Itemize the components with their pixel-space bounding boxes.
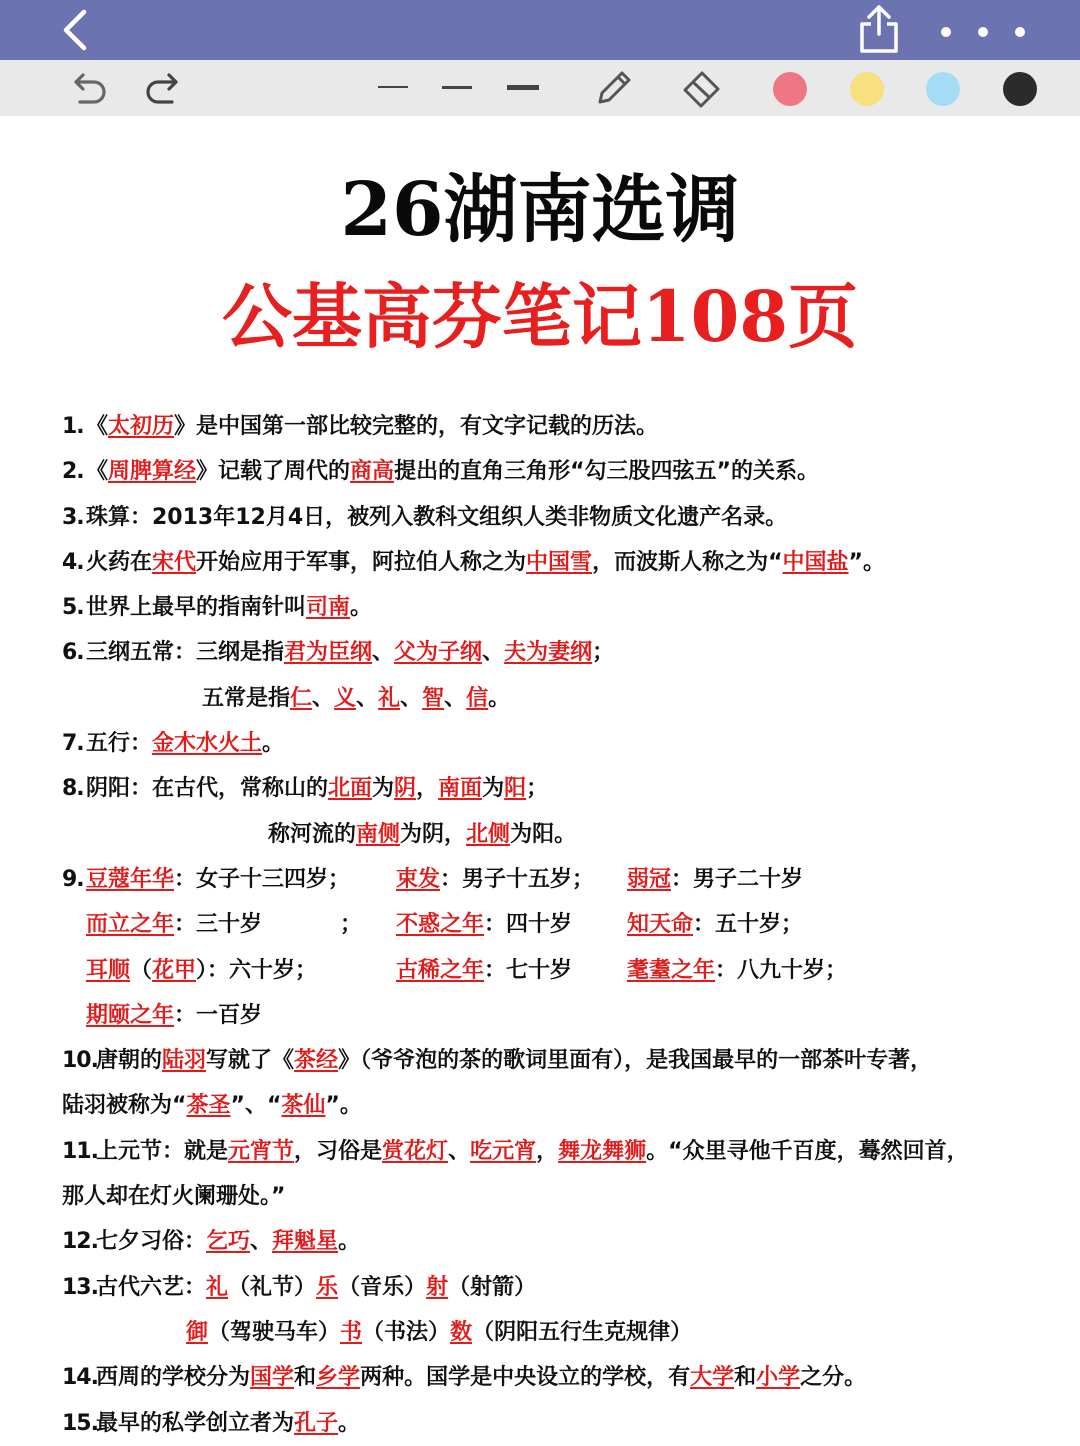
note-text: 古代六艺： xyxy=(96,1274,207,1300)
note-text: 、 xyxy=(312,685,335,711)
note-text: （书法） xyxy=(362,1319,451,1345)
note-text: 五行： xyxy=(86,731,153,757)
age-term xyxy=(627,902,803,947)
note-highlight: 司南 xyxy=(306,595,351,621)
note-text: 。 xyxy=(488,685,511,711)
note-number: 12. xyxy=(62,1229,98,1255)
note-number: 7. xyxy=(62,731,84,757)
note-text: ； xyxy=(592,640,615,666)
note-text: （音乐） xyxy=(338,1274,427,1300)
note-highlight: 阳 xyxy=(504,776,527,802)
note-text: ：五十岁； xyxy=(693,912,804,938)
note-highlight: 智 xyxy=(422,685,445,711)
note-text: 、 xyxy=(372,640,395,666)
note-highlight: 信 xyxy=(466,685,489,711)
note-text: 称河流的 xyxy=(268,821,357,847)
document-header xyxy=(0,158,1080,372)
note-9-row-1 xyxy=(62,857,1052,902)
age-term xyxy=(86,993,262,1038)
note-8 xyxy=(62,766,1052,811)
note-text: ：七十岁 xyxy=(484,957,573,983)
top-bar xyxy=(0,0,1080,60)
note-highlight: 御 xyxy=(186,1319,209,1345)
note-text: 为 xyxy=(372,776,395,802)
note-text: ：男子二十岁 xyxy=(671,866,804,892)
note-highlight: 孔子 xyxy=(294,1410,339,1436)
note-text: 《 xyxy=(86,459,109,485)
note-number: 13. xyxy=(62,1274,98,1300)
note-highlight: 仁 xyxy=(290,685,313,711)
note-highlight: 吃元宵 xyxy=(470,1138,537,1164)
redo-icon xyxy=(142,68,186,108)
chevron-left-icon xyxy=(52,6,100,54)
annotation-toolbar xyxy=(0,60,1080,116)
note-text: 提出的直角三角形“勾三股四弦五”的关系。 xyxy=(394,459,819,485)
note-10-continued xyxy=(62,1083,1052,1128)
note-text: ：男子十五岁； xyxy=(440,866,595,892)
note-9-row-2 xyxy=(62,902,1052,947)
note-highlight: 小学 xyxy=(756,1365,801,1391)
thin-line-tool[interactable] xyxy=(378,86,408,88)
note-number: 11. xyxy=(62,1138,98,1164)
back-button[interactable] xyxy=(52,6,100,54)
note-text: 火药在 xyxy=(86,549,153,575)
note-highlight: 豆蔻年华 xyxy=(86,866,175,892)
note-15 xyxy=(62,1401,1052,1446)
note-text: ，而波斯人称之为“ xyxy=(592,549,783,575)
note-highlight: 拜魁星 xyxy=(272,1229,339,1255)
age-term xyxy=(627,857,803,902)
note-text: 《 xyxy=(86,414,109,439)
note-highlight: 周脾算经 xyxy=(108,459,197,485)
note-highlight: 数 xyxy=(450,1319,473,1345)
note-highlight: 礼 xyxy=(206,1274,229,1300)
note-text: （ xyxy=(130,957,153,983)
note-text: 两种。国学是中央设立的学校，有 xyxy=(360,1365,691,1391)
age-term xyxy=(86,902,262,947)
age-term xyxy=(86,948,317,993)
note-highlight: 射 xyxy=(426,1274,449,1300)
note-highlight: 大学 xyxy=(690,1365,735,1391)
note-8-continued xyxy=(62,812,1052,857)
document-title: 26湖南选调 xyxy=(340,167,740,253)
note-highlight: 太初历 xyxy=(108,414,175,439)
note-highlight: 夫为妻纲 xyxy=(504,640,593,666)
note-text: 、 xyxy=(448,1138,471,1164)
note-highlight: 元宵节 xyxy=(228,1138,295,1164)
color-swatch-black[interactable] xyxy=(1003,72,1037,106)
note-text: （礼节） xyxy=(228,1274,317,1300)
note-text: 为 xyxy=(482,776,505,802)
note-text: 、 xyxy=(444,685,467,711)
note-highlight: 期颐之年 xyxy=(86,1002,175,1028)
note-highlight: 束发 xyxy=(396,866,441,892)
note-text: ：三十岁 xyxy=(174,912,263,938)
note-text: 开始应用于军事，阿拉伯人称之为 xyxy=(196,549,527,575)
note-text: 五常是指 xyxy=(202,685,291,711)
note-text: ， xyxy=(536,1138,559,1164)
thick-line-tool[interactable] xyxy=(507,85,539,90)
note-highlight: 乡学 xyxy=(316,1365,361,1391)
note-highlight: 宋代 xyxy=(152,549,197,575)
note-text: 之分。 xyxy=(800,1365,867,1391)
note-number: 6. xyxy=(62,640,84,666)
note-text: 上元节：就是 xyxy=(96,1138,229,1164)
more-dots-icon xyxy=(936,18,1030,46)
note-6-continued xyxy=(62,676,1052,721)
note-text: （射箭） xyxy=(448,1274,537,1300)
note-highlight: 国学 xyxy=(250,1365,295,1391)
note-highlight: 不惑之年 xyxy=(396,912,485,938)
eraser-icon xyxy=(680,68,724,108)
note-7 xyxy=(62,721,1052,766)
note-text: 和 xyxy=(294,1365,317,1391)
note-text: 》记载了周代的 xyxy=(196,459,351,485)
note-highlight: 南侧 xyxy=(356,821,401,847)
note-highlight: 耄耋之年 xyxy=(627,957,716,983)
note-number: 10. xyxy=(62,1048,98,1074)
note-highlight: 知天命 xyxy=(627,912,694,938)
color-swatch-yellow[interactable] xyxy=(850,72,884,106)
note-number: 9. xyxy=(62,866,84,892)
note-text: 三纲五常：三纲是指 xyxy=(86,640,285,666)
note-highlight: 陆羽 xyxy=(162,1048,207,1074)
note-text: 。 xyxy=(338,1229,361,1255)
note-text: 》（爷爷泡的茶的歌词里面有），是我国最早的一部茶叶专著， xyxy=(338,1048,933,1074)
note-9-row-3 xyxy=(62,948,1052,993)
note-text: ”。 xyxy=(848,549,886,575)
note-11-continued xyxy=(62,1174,1052,1219)
age-term xyxy=(396,902,572,947)
note-number: 2. xyxy=(62,459,84,485)
note-text: 。 xyxy=(262,731,285,757)
note-number: 14. xyxy=(62,1365,98,1391)
note-text: 阴阳：在古代，常称山的 xyxy=(86,776,329,802)
note-10 xyxy=(62,1038,1052,1083)
note-text: 、 xyxy=(482,640,505,666)
redo-button[interactable] xyxy=(142,68,186,108)
note-number: 15. xyxy=(62,1410,98,1436)
note-3 xyxy=(62,495,1052,540)
more-button[interactable] xyxy=(936,18,1030,46)
color-swatch-blue[interactable] xyxy=(926,72,960,106)
age-term xyxy=(617,948,847,993)
note-highlight: 中国盐 xyxy=(782,549,849,575)
note-highlight: 茶圣 xyxy=(186,1093,231,1119)
note-number: 5. xyxy=(62,595,84,621)
note-text: 为阳。 xyxy=(510,821,577,847)
note-text: 》是中国第一部比较完整的，有文字记载的历法。 xyxy=(174,414,659,439)
note-highlight: 赏花灯 xyxy=(382,1138,449,1164)
note-highlight: 耳顺 xyxy=(86,957,131,983)
note-text: 。 xyxy=(350,595,373,621)
note-text: ：八九十岁； xyxy=(715,957,848,983)
note-text: ：女子十三四岁； xyxy=(174,866,351,892)
note-text: ， xyxy=(416,776,439,802)
note-highlight: 舞龙舞狮 xyxy=(558,1138,647,1164)
note-highlight: 商高 xyxy=(350,459,395,485)
notes-list xyxy=(62,404,1052,1446)
note-highlight: 花甲 xyxy=(152,957,197,983)
pen-tool[interactable] xyxy=(592,68,636,108)
note-text: 世界上最早的指南针叫 xyxy=(86,595,307,621)
note-text: 最早的私学创立者为 xyxy=(96,1410,295,1436)
note-6 xyxy=(62,630,1052,675)
undo-icon xyxy=(66,68,110,108)
note-text: 、 xyxy=(400,685,423,711)
note-text: 。 xyxy=(338,1410,361,1436)
note-highlight: 弱冠 xyxy=(627,866,672,892)
note-highlight: 中国雪 xyxy=(526,549,593,575)
note-text: （阴阳五行生克规律） xyxy=(472,1319,693,1345)
note-highlight: 而立之年 xyxy=(86,912,175,938)
note-2 xyxy=(62,449,1052,494)
note-text: 、 xyxy=(356,685,379,711)
age-term xyxy=(396,857,594,902)
note-highlight: 金木水火土 xyxy=(152,731,263,757)
note-highlight: 古稀之年 xyxy=(396,957,485,983)
pen-icon xyxy=(592,68,636,108)
undo-button[interactable] xyxy=(66,68,110,108)
note-text: ”。 xyxy=(325,1093,362,1119)
share-button[interactable] xyxy=(856,4,902,56)
note-text: 陆羽被称为“ xyxy=(62,1093,187,1119)
note-highlight: 乞巧 xyxy=(206,1229,251,1255)
note-text: ）：六十岁； xyxy=(196,957,318,983)
medium-line-tool[interactable] xyxy=(442,86,472,89)
note-9-row-4 xyxy=(62,993,1052,1038)
note-text: ； xyxy=(526,776,549,802)
note-highlight: 北侧 xyxy=(466,821,511,847)
note-13 xyxy=(62,1265,1052,1310)
note-text: ：一百岁 xyxy=(174,1002,263,1028)
note-number: 1. xyxy=(62,414,84,439)
note-highlight: 书 xyxy=(340,1319,363,1345)
note-text: ，习俗是 xyxy=(294,1138,383,1164)
note-text: ”、“ xyxy=(230,1093,282,1119)
note-11 xyxy=(62,1129,1052,1174)
note-text: 七夕习俗： xyxy=(96,1229,207,1255)
note-highlight: 礼 xyxy=(378,685,401,711)
note-14 xyxy=(62,1355,1052,1400)
note-text: 写就了《 xyxy=(206,1048,295,1074)
note-highlight: 君为臣纲 xyxy=(284,640,373,666)
note-highlight: 茶经 xyxy=(294,1048,339,1074)
note-text: 、 xyxy=(250,1229,273,1255)
share-icon xyxy=(856,4,902,56)
note-text: 唐朝的 xyxy=(96,1048,163,1074)
note-highlight: 北面 xyxy=(328,776,373,802)
note-highlight: 茶仙 xyxy=(281,1093,326,1119)
note-highlight: 阴 xyxy=(394,776,417,802)
note-number: 4. xyxy=(62,549,84,575)
note-text: ：四十岁 xyxy=(484,912,573,938)
note-13-continued xyxy=(62,1310,1052,1355)
note-text: （驾驶马车） xyxy=(208,1319,341,1345)
age-term xyxy=(396,948,572,993)
note-text: 珠算：2013年12月4日，被列入教科文组织人类非物质文化遗产名录。 xyxy=(86,504,788,530)
note-text: 和 xyxy=(734,1365,757,1391)
note-text: 那人却在灯火阑珊处。” xyxy=(62,1184,286,1210)
note-highlight: 义 xyxy=(334,685,357,711)
note-text: 西周的学校分为 xyxy=(96,1365,251,1391)
note-highlight: 父为子纲 xyxy=(394,640,483,666)
note-number: 3. xyxy=(62,504,84,530)
note-highlight: 乐 xyxy=(316,1274,339,1300)
note-text: ； xyxy=(340,912,363,938)
note-5 xyxy=(62,585,1052,630)
eraser-tool[interactable] xyxy=(680,68,724,108)
document-subtitle: 公基高芬笔记108页 xyxy=(221,275,859,358)
note-text: 。“众里寻他千百度，蓦然回首， xyxy=(646,1138,969,1164)
note-highlight: 南面 xyxy=(438,776,483,802)
note-12 xyxy=(62,1219,1052,1264)
note-text: 为阴， xyxy=(400,821,467,847)
color-swatch-pink[interactable] xyxy=(773,72,807,106)
note-4 xyxy=(62,540,1052,585)
note-1 xyxy=(62,404,1052,449)
age-term xyxy=(86,857,350,902)
note-number: 8. xyxy=(62,776,84,802)
